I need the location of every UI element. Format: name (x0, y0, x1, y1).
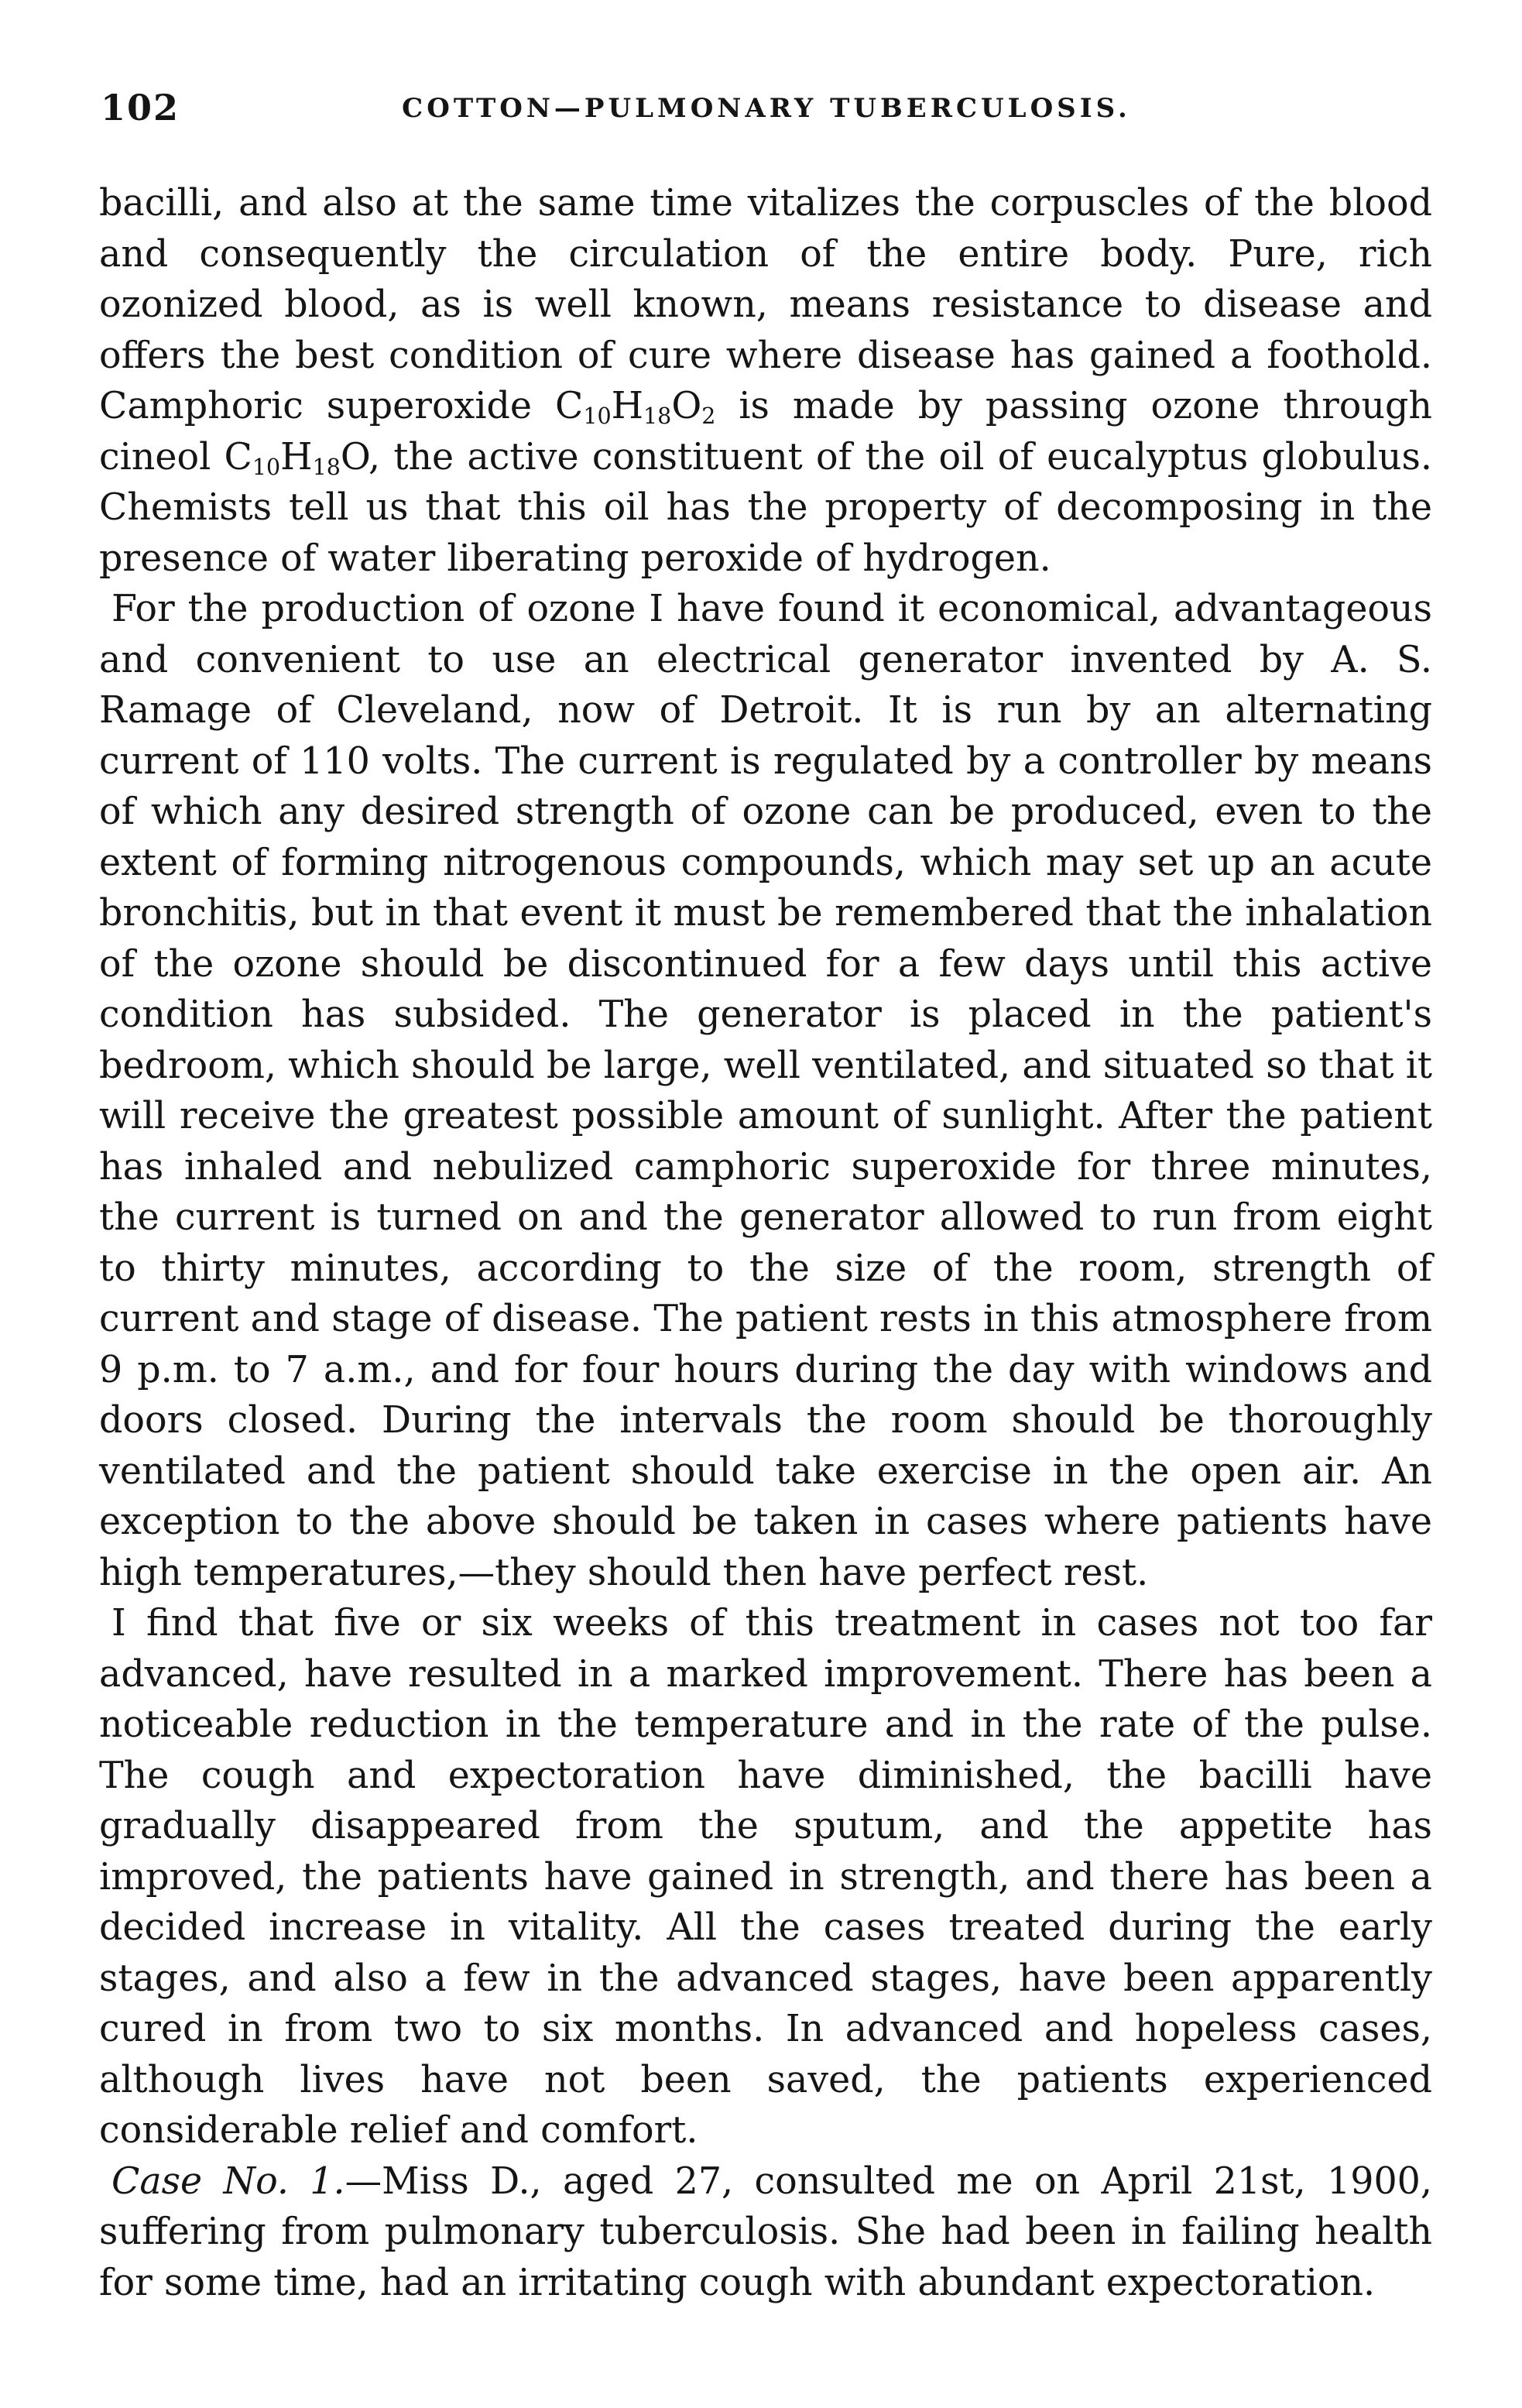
formula-2-hydrogen-subscript: 18 (312, 454, 341, 480)
paragraph-4 (99, 2156, 1432, 2309)
formula-1-oxygen-subscript: 2 (701, 403, 716, 430)
page-header (101, 87, 1432, 149)
case-title: Case No. 1. (111, 2159, 345, 2203)
paragraph-2: For the production of ozone I have found it economical, advantageous and convenient to use an electrical generator invented by A. S. Ramage of Cleveland, now of Detroit. It is run by an alternating current of 110 volts. The current is regulated by a controller by means of which any desired strength of ozone can be produced, even to the extent of forming nitrogenous compounds, which may set up an acute bronchitis, but in that event it must be remembered that the inhalation of the ozone should be discontinued for a few days until this active condition has subsided. The generator is placed in the patient's bedroom, which should be large, well ventilated, and situated so that it will receive the greatest possible amount of sunlight. After the patient has inhaled and nebulized camphoric superoxide for three minutes, the current is turned on and the generator allowed to run from eight to thirty minutes, according to the size of the room, strength of current and stage of disease. The patient rests in this atmosphere from 9 p.m. to 7 a.m., and for four hours during the day with windows and doors closed. During the intervals the room should be thoroughly ventilated and the patient should take exercise in the open air. An exception to the above should be taken in cases where patients have high temperatures,—they should then have perfect rest. (99, 588, 1432, 1594)
paragraph-1: bacilli, and also at the same time vitalizes the corpuscles of the blood and consequently the circulation of the entire body. Pure, rich ozonized blood, as is well known, means resistance to disease and offers the best condition of cure where disease has gained a foothold. Camphoric superoxide $C_{10}H_{18}O_2$ is made by passing ozone through cineol $C_{10}H_{18}O$, the active constituent of the oil of eucalyptus globulus. Chemists tell us that this oil has the property of decomposing in the presence of water liberating peroxide of hydrogen. (99, 182, 1432, 580)
paragraph-3: I find that five or six weeks of this treatment in cases not too far advanced, have resulted in a marked improvement. There has been a noticeable reduction in the temperature and in the rate of the pulse. The cough and expectoration have diminished, the bacilli have gradually disappeared from the sputum, and the appetite has improved, the patients have gained in strength, and there has been a decided increase in vitality. All the cases treated during the early stages, and also a few in the advanced stages, have been apparently cured in from two to six months. In advanced and hopeless cases, although lives have not been saved, the patients experienced considerable relief and comfort. (99, 1602, 1432, 2152)
case-text: —Miss D., aged 27, consulted me on April 21st, 1900, suffering from pulmonary tuberculosis. She had been in failing health for some time, had an irritating cough with abundant expectoration. (99, 2159, 1433, 2304)
paragraph-1-part-b: is made by passing ozone through cineol C (99, 385, 1432, 479)
formula-1-hydrogen-subscript: 18 (643, 403, 672, 430)
page-number: 102 (101, 87, 180, 129)
formula-1-carbon-subscript: 10 (583, 403, 612, 430)
formula-2-carbon-subscript: 10 (252, 454, 281, 480)
paragraph-1-part-c: O, the active constituent of the oil of eucalyptus globulus. Chemists tell us that this oil has the property of decomposing in the presence of water liberating peroxide of hydrogen. (99, 435, 1432, 580)
running-head: COTTON—PULMONARY TUBERCULOSIS. (402, 93, 1131, 124)
body-text (99, 178, 1432, 2308)
paragraph-1-part-a: bacilli, and also at the same time vitalizes the corpuscles of the blood and consequently the circulation of the entire body. Pure, rich ozonized blood, as is well known, means resistance to disease and offers the best condition of cure where disease has gained a foothold. Camphoric superoxide C (99, 182, 1432, 427)
